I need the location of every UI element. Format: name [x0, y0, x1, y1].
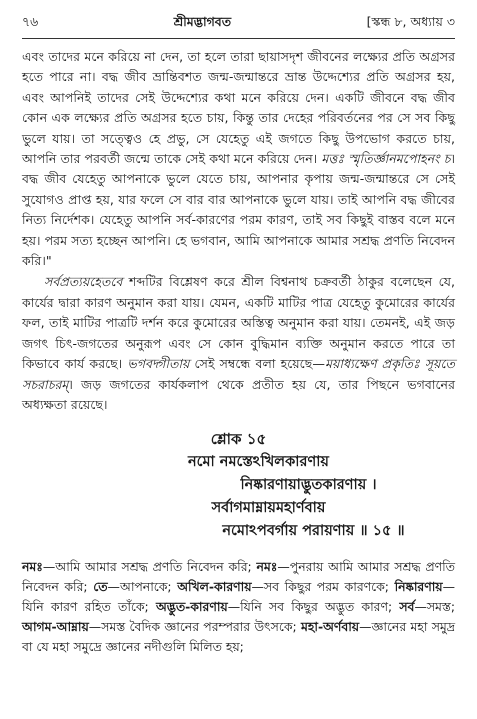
text-run: শব্দটির বিশ্লেষণ করে শ্রীল বিশ্বনাথ চক্রবর্তী ঠাকুর বলেছেন যে, কার্যের দ্বারা কারণ অনুমান করা যায়। যেমন, একটি মাটির পাত্র যেহেতু কুমোরের কার্যের ফল, তাই মাটির পাত্রটি দর্শন করে কুমোরের অস্তিত্ব অনুমান করা যায়। তেমনই, এই জড় জগৎ চিৎ-জগতের অনুরূপ এবং সে কোন বুদ্ধিমান ব্যক্তি অনুমান করতে পারে তা কিভাবে কার্য করছে। — [22, 274, 455, 372]
text-run: সেই সম্বন্ধে বলা হয়েছে— — [189, 356, 325, 372]
text-run: এবং তাদের মনে করিয়ে না দেন, তা হলে তারা ছায়াসদৃশ জীবনের লক্ষ্যের প্রতি অগ্রসর হতে পারে না। বদ্ধ জীব ভ্রান্তিবশত জন্ম-জন্মান্তরে ভ্রান্ত উদ্দেশ্যের প্রতি অগ্রসর হয়, এবং আপনিই তাদের সেই উদ্দেশ্যের কথা মনে করিয়ে দেন। একটি জীবনে বদ্ধ জীব কোন এক লক্ষ্যের প্রতি অগ্রসর হতে চায়, কিন্তু তার দেহের পরিবর্তনের পর সে সব কিছু ভুলে যায়। তা সত্ত্বেও হে প্রভু, সে যেহেতু এই জগতে কিছু উপভোগ করতে চায়, আপনি তার পরবর্তী জন্মে তাকে সেই কথা মনে করিয়ে দেন। — [22, 49, 455, 167]
synonym-term: তে — [93, 579, 108, 595]
verse-line: সর্বাগমাম্নায়মহার্ণবায় — [211, 500, 326, 517]
quoted-phrase: মত্তঃ স্মৃতির্জ্ঞানমপোহনং চ — [321, 151, 451, 167]
text-run: —জ্ঞানের মহা সমুদ্র বা যে মহা সমুদ্রে জ্ঞানের নদীগুলি মিলিত হয়; — [22, 619, 455, 655]
synonyms-paragraph — [22, 557, 455, 657]
verse-heading: শ্লোক ১৫ — [210, 430, 267, 449]
verse-line: নমোঽপবর্গায় পরায়ণায় ॥ ১৫ ॥ — [222, 523, 405, 540]
synonym-term: নিষ্কারণায় — [394, 579, 443, 595]
synonym-term: নমঃ — [22, 559, 43, 575]
text-run: —যিনি কারণ রহিত তাঁকে; — [22, 579, 455, 615]
purport-text — [22, 47, 455, 415]
quoted-phrase: ভগবদ্গীতায় — [127, 356, 190, 372]
text-run: —সমস্ত; — [414, 599, 456, 615]
purport-paragraph — [22, 47, 455, 271]
synonym-term: মহা-অর্ণবায় — [300, 619, 360, 635]
header-rule — [22, 38, 455, 39]
text-run: । বদ্ধ জীব যেহেতু আপনাকে ভুলে যেতে চায়, আপনার কৃপায় জন্ম-জন্মান্তরে সে সেই সুযোগও প্রাপ্ত হয়, যার ফলে সে বার বার আপনাকে ভুলে যায়। তাই আপনি বদ্ধ জীবের নিত্য নির্দেশক। যেহেতু আপনি সর্ব-কারণের পরম কারণ, তাই সব কিছুই বাস্তব বলে মনে হয়। পরম সত্য হচ্ছেন আপনি। হে ভগবান, আমি আপনাকে আমার সশ্রদ্ধ প্রণতি নিবেদন করি।" — [22, 151, 455, 269]
synonym-term: আগম-আম্নায় — [22, 619, 89, 635]
purport-paragraph — [22, 272, 455, 415]
page-header — [22, 14, 455, 36]
text-run: —সমস্ত বৈদিক জ্ঞানের পরম্পরার উৎসকে; — [88, 619, 301, 635]
page-number: ৭৬ — [22, 14, 39, 29]
text-run: —যিনি সব কিছুর অদ্ভুত কারণ; — [227, 599, 400, 615]
text-run: —আমি আমার সশ্রদ্ধ প্রণতি নিবেদন করি; — [42, 559, 257, 575]
text-run: —পুনরায় আমি আমার সশ্রদ্ধ প্রণতি নিবেদন করি; — [22, 559, 455, 595]
text-run: —আপনাকে; — [107, 579, 178, 595]
text-run: । জড় জগতের কার্যকলাপ থেকে প্রতীত হয় যে, তার পিছনে ভগবানের অধ্যক্ষতা রয়েছে। — [22, 376, 455, 412]
synonym-term: নমঃ — [256, 559, 278, 575]
chapter-reference: [স্কন্ধ ৮, অধ্যায় ৩ — [366, 14, 455, 29]
verse-line: নমো নমস্তেঽখিলকারণায় — [188, 454, 329, 471]
synonym-term: অদ্ভুত-কারণায় — [155, 599, 228, 615]
text-run: —সব কিছুর পরম কারণকে; — [251, 579, 395, 595]
verse-line: নিষ্কারণায়াদ্ভুতকারণায় । — [240, 477, 377, 494]
synonym-term: অখিল-কারণায় — [177, 579, 252, 595]
book-title: শ্রীমদ্ভাগবত — [173, 14, 232, 29]
quoted-phrase: ময়াধ্যক্ষেণ প্রকৃতিঃ সূয়তে সচরাচরম্ — [22, 356, 455, 392]
synonym-term: সর্ব — [399, 599, 415, 615]
verse-block — [22, 427, 455, 543]
quoted-phrase: সর্বপ্রত্যয়হেতবে — [44, 274, 123, 290]
